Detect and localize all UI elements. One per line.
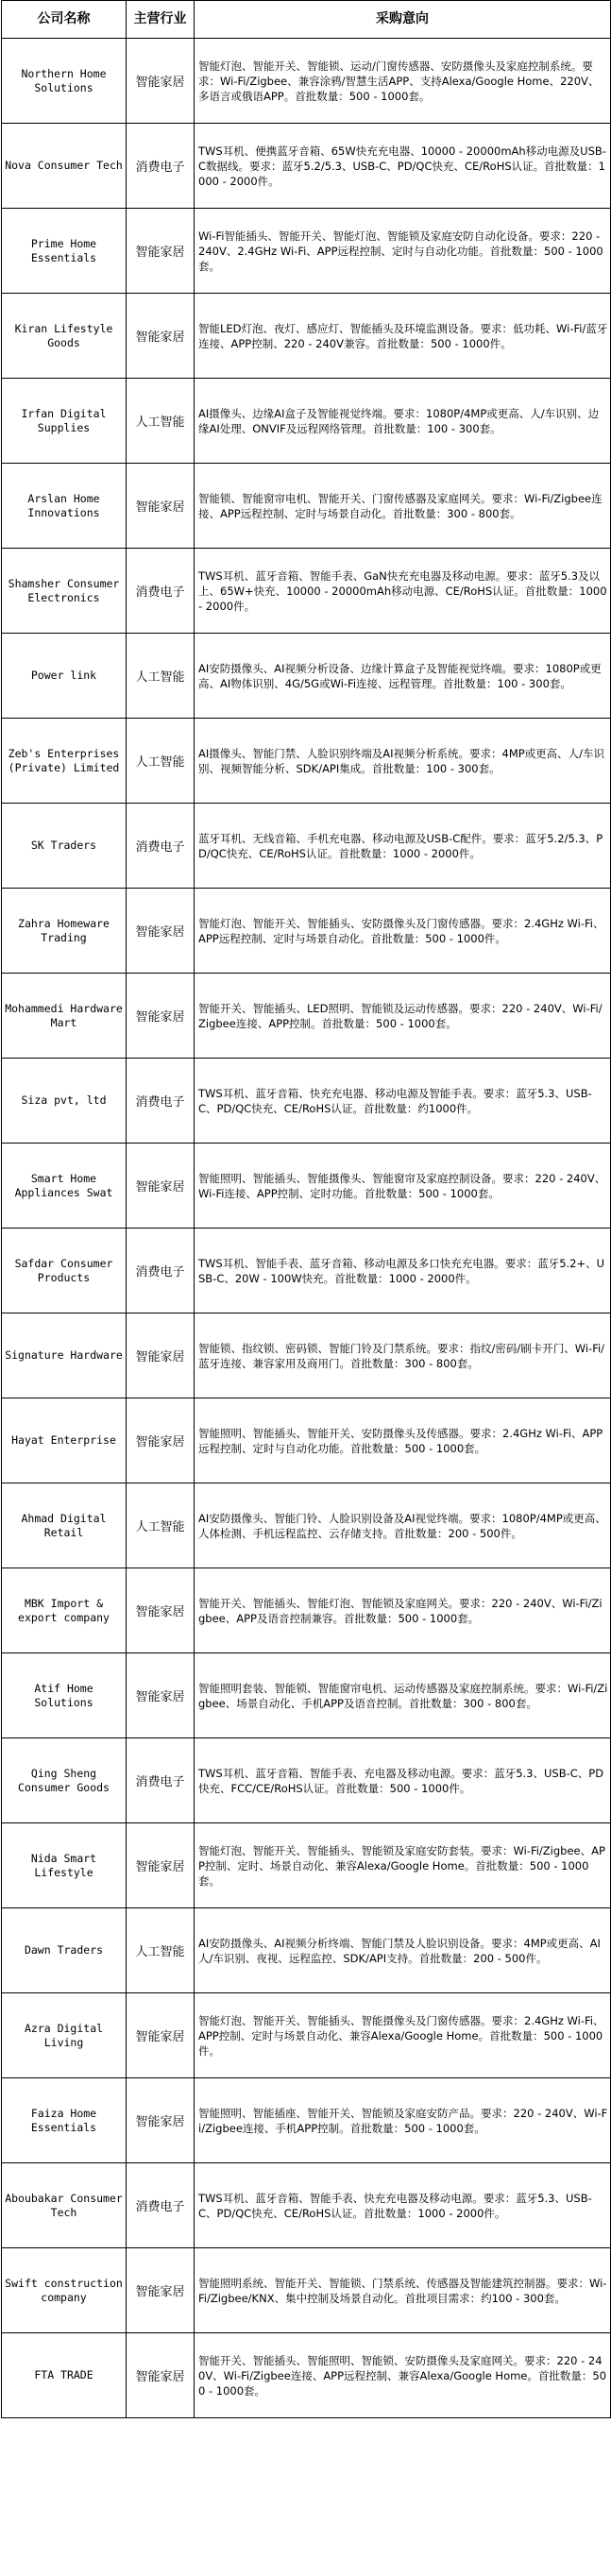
table-row bbox=[2, 1398, 611, 1483]
company-name-cell: Swift construction company bbox=[2, 2248, 127, 2333]
industry-cell: 消费电子 bbox=[127, 1059, 195, 1144]
industry-cell: 智能家居 bbox=[127, 39, 195, 124]
company-name-cell: Mohammedi Hardware Mart bbox=[2, 974, 127, 1059]
purchase-intent-cell: 蓝牙耳机、无线音箱、手机充电器、移动电源及USB-C配件。要求：蓝牙5.2/5.3、PD/QC快充、CE/RoHS认证。首批数量：1000 - 2000件。 bbox=[195, 804, 611, 889]
purchase-intent-cell: AI摄像头、智能门禁、人脸识别终端及AI视频分析系统。要求：4MP或更高、人/车识别、视频智能分析、SDK/API集成。首批数量：100 - 300套。 bbox=[195, 719, 611, 804]
purchase-intent-cell: 智能开关、智能插头、智能照明、智能锁、安防摄像头及家庭网关。要求：220 - 240V、Wi-Fi/Zigbee连接、APP远程控制、兼容Alexa/Google Home。首批数量：500 - 1000套。 bbox=[195, 2333, 611, 2418]
table-row bbox=[2, 1229, 611, 1313]
company-name-cell: Power link bbox=[2, 634, 127, 719]
purchase-intent-cell: 智能照明系统、智能开关、智能锁、门禁系统、传感器及智能建筑控制器。要求：Wi-Fi/Zigbee/KNX、集中控制及场景自动化。首批项目需求：约100 - 300套。 bbox=[195, 2248, 611, 2333]
company-name-cell: Ahmad Digital Retail bbox=[2, 1483, 127, 1568]
purchase-intent-cell: TWS耳机、蓝牙音箱、智能手表、GaN快充充电器及移动电源。要求：蓝牙5.3及以上、65W+快充、10000 - 20000mAh移动电源、CE/RoHS认证。首批数量：1000 - 2000件。 bbox=[195, 549, 611, 634]
company-name-cell: Signature Hardware bbox=[2, 1313, 127, 1398]
table-row bbox=[2, 379, 611, 464]
industry-cell: 智能家居 bbox=[127, 974, 195, 1059]
industry-cell: 智能家居 bbox=[127, 464, 195, 549]
industry-cell: 消费电子 bbox=[127, 549, 195, 634]
purchase-intent-cell: 智能照明套装、智能锁、智能窗帘电机、运动传感器及家庭控制系统。要求：Wi-Fi/Zigbee、场景自动化、手机APP及语音控制。首批数量：300 - 800套。 bbox=[195, 1653, 611, 1738]
industry-cell: 消费电子 bbox=[127, 1229, 195, 1313]
purchase-intent-cell: TWS耳机、蓝牙音箱、智能手表、充电器及移动电源。要求：蓝牙5.3、USB-C、PD快充、FCC/CE/RoHS认证。首批数量：500 - 1000件。 bbox=[195, 1738, 611, 1823]
company-name-cell: Arslan Home Innovations bbox=[2, 464, 127, 549]
purchase-intent-cell: 智能照明、智能插头、智能摄像头、智能窗帘及家庭控制设备。要求：220 - 240V、Wi-Fi连接、APP控制、定时功能。首批数量：500 - 1000套。 bbox=[195, 1144, 611, 1229]
industry-cell: 消费电子 bbox=[127, 124, 195, 209]
table-header bbox=[2, 1, 611, 39]
purchase-intent-cell: 智能开关、智能插头、智能灯泡、智能锁及家庭网关。要求：220 - 240V、Wi-Fi/Zigbee、APP及语音控制兼容。首批数量：500 - 1000套。 bbox=[195, 1568, 611, 1653]
table-row bbox=[2, 124, 611, 209]
table-row bbox=[2, 1993, 611, 2078]
company-name-cell: Nova Consumer Tech bbox=[2, 124, 127, 209]
table-row bbox=[2, 2163, 611, 2248]
purchase-intent-cell: 智能灯泡、智能开关、智能插头、安防摄像头及门窗传感器。要求：2.4GHz Wi-Fi、APP远程控制、定时与场景自动化。首批数量：500 - 1000件。 bbox=[195, 889, 611, 974]
purchase-intent-cell: AI安防摄像头、AI视频分析设备、边缘计算盒子及智能视觉终端。要求：1080P或更高、AI物体识别、4G/5G或Wi-Fi连接、远程管理。首批数量：100 - 300套。 bbox=[195, 634, 611, 719]
header-intent: 采购意向 bbox=[195, 1, 611, 39]
company-name-cell: Irfan Digital Supplies bbox=[2, 379, 127, 464]
industry-cell: 人工智能 bbox=[127, 634, 195, 719]
industry-cell: 消费电子 bbox=[127, 1738, 195, 1823]
industry-cell: 智能家居 bbox=[127, 1568, 195, 1653]
header-row bbox=[2, 1, 611, 39]
industry-cell: 智能家居 bbox=[127, 1398, 195, 1483]
table-row bbox=[2, 1059, 611, 1144]
header-company: 公司名称 bbox=[2, 1, 127, 39]
company-name-cell: Siza pvt, ltd bbox=[2, 1059, 127, 1144]
company-name-cell: Zahra Homeware Trading bbox=[2, 889, 127, 974]
purchase-intent-cell: 智能灯泡、智能开关、智能插头、智能摄像头及门窗传感器。要求：2.4GHz Wi-Fi、APP控制、定时与场景自动化、兼容Alexa/Google Home。首批数量：500 - 1000件。 bbox=[195, 1993, 611, 2078]
industry-cell: 消费电子 bbox=[127, 2163, 195, 2248]
purchase-intent-cell: 智能照明、智能插头、智能开关、安防摄像头及传感器。要求：2.4GHz Wi-Fi、APP远程控制、定时与自动化功能。首批数量：500 - 1000套。 bbox=[195, 1398, 611, 1483]
header-industry: 主营行业 bbox=[127, 1, 195, 39]
company-name-cell: Dawn Traders bbox=[2, 1908, 127, 1993]
industry-cell: 人工智能 bbox=[127, 719, 195, 804]
table-row bbox=[2, 549, 611, 634]
table-row bbox=[2, 634, 611, 719]
industry-cell: 智能家居 bbox=[127, 1313, 195, 1398]
industry-cell: 人工智能 bbox=[127, 1908, 195, 1993]
purchase-intent-cell: 智能灯泡、智能开关、智能锁、运动/门窗传感器、安防摄像头及家庭控制系统。要求：Wi-Fi/Zigbee、兼容涂鸦/智慧生活APP、支持Alexa/Google Home、220V、多语言或俄语APP。首批数量：500 - 1000套。 bbox=[195, 39, 611, 124]
table-row bbox=[2, 2078, 611, 2163]
purchase-intent-cell: TWS耳机、蓝牙音箱、快充充电器、移动电源及智能手表。要求：蓝牙5.3、USB-C、PD/QC快充、CE/RoHS认证。首批数量：约1000件。 bbox=[195, 1059, 611, 1144]
table-row bbox=[2, 1313, 611, 1398]
purchase-intent-cell: Wi-Fi智能插头、智能开关、智能灯泡、智能锁及家庭安防自动化设备。要求：220 - 240V、2.4GHz Wi-Fi、APP远程控制、定时与自动化功能。首批数量：500 - 1000套。 bbox=[195, 209, 611, 294]
table-row bbox=[2, 804, 611, 889]
company-name-cell: Qing Sheng Consumer Goods bbox=[2, 1738, 127, 1823]
table-row bbox=[2, 294, 611, 379]
company-name-cell: Aboubakar Consumer Tech bbox=[2, 2163, 127, 2248]
table-row bbox=[2, 889, 611, 974]
industry-cell: 智能家居 bbox=[127, 1993, 195, 2078]
table-row bbox=[2, 1653, 611, 1738]
table-body bbox=[2, 39, 611, 2418]
industry-cell: 智能家居 bbox=[127, 209, 195, 294]
table-row bbox=[2, 209, 611, 294]
industry-cell: 智能家居 bbox=[127, 889, 195, 974]
purchase-intent-table bbox=[1, 0, 611, 2418]
company-name-cell: Hayat Enterprise bbox=[2, 1398, 127, 1483]
company-name-cell: Smart Home Appliances Swat bbox=[2, 1144, 127, 1229]
table-row bbox=[2, 974, 611, 1059]
industry-cell: 智能家居 bbox=[127, 2078, 195, 2163]
industry-cell: 智能家居 bbox=[127, 2333, 195, 2418]
table-row bbox=[2, 1738, 611, 1823]
industry-cell: 智能家居 bbox=[127, 294, 195, 379]
table-row bbox=[2, 719, 611, 804]
purchase-intent-cell: AI安防摄像头、智能门铃、人脸识别设备及AI视觉终端。要求：1080P/4MP或更高、人体检测、手机远程监控、云存储支持。首批数量：200 - 500件。 bbox=[195, 1483, 611, 1568]
industry-cell: 人工智能 bbox=[127, 1483, 195, 1568]
purchase-intent-cell: 智能照明、智能插座、智能开关、智能锁及家庭安防产品。要求：220 - 240V、Wi-Fi/Zigbee连接、手机APP控制。首批数量：500 - 1000套。 bbox=[195, 2078, 611, 2163]
table-row bbox=[2, 1908, 611, 1993]
company-name-cell: FTA TRADE bbox=[2, 2333, 127, 2418]
company-name-cell: Safdar Consumer Products bbox=[2, 1229, 127, 1313]
company-name-cell: Azra Digital Living bbox=[2, 1993, 127, 2078]
company-name-cell: Prime Home Essentials bbox=[2, 209, 127, 294]
company-name-cell: Kiran Lifestyle Goods bbox=[2, 294, 127, 379]
company-name-cell: Shamsher Consumer Electronics bbox=[2, 549, 127, 634]
company-name-cell: MBK Import & export company bbox=[2, 1568, 127, 1653]
purchase-intent-cell: 智能锁、指纹锁、密码锁、智能门铃及门禁系统。要求：指纹/密码/刷卡开门、Wi-Fi/蓝牙连接、兼容家用及商用门。首批数量：300 - 800套。 bbox=[195, 1313, 611, 1398]
purchase-intent-cell: TWS耳机、智能手表、蓝牙音箱、移动电源及多口快充充电器。要求：蓝牙5.2+、USB-C、20W - 100W快充。首批数量：1000 - 2000件。 bbox=[195, 1229, 611, 1313]
purchase-intent-cell: 智能锁、智能窗帘电机、智能开关、门窗传感器及家庭网关。要求：Wi-Fi/Zigbee连接、APP远程控制、定时与场景自动化。首批数量：300 - 800套。 bbox=[195, 464, 611, 549]
purchase-intent-cell: AI摄像头、边缘AI盒子及智能视觉终端。要求：1080P/4MP或更高、人/车识别、边缘AI处理、ONVIF及远程网络管理。首批数量：100 - 300套。 bbox=[195, 379, 611, 464]
table-row bbox=[2, 1568, 611, 1653]
company-name-cell: SK Traders bbox=[2, 804, 127, 889]
table-row bbox=[2, 39, 611, 124]
company-name-cell: Faiza Home Essentials bbox=[2, 2078, 127, 2163]
company-name-cell: Atif Home Solutions bbox=[2, 1653, 127, 1738]
purchase-intent-cell: 智能灯泡、智能开关、智能插头、智能锁及家庭安防套装。要求：Wi-Fi/Zigbee、APP控制、定时、场景自动化、兼容Alexa/Google Home。首批数量：500 - 1000套。 bbox=[195, 1823, 611, 1908]
purchase-intent-cell: TWS耳机、蓝牙音箱、智能手表、快充充电器及移动电源。要求：蓝牙5.3、USB-C、PD/QC快充、CE/RoHS认证。首批数量：1000 - 2000件。 bbox=[195, 2163, 611, 2248]
industry-cell: 智能家居 bbox=[127, 1144, 195, 1229]
industry-cell: 人工智能 bbox=[127, 379, 195, 464]
industry-cell: 消费电子 bbox=[127, 804, 195, 889]
purchase-intent-cell: AI安防摄像头、AI视频分析终端、智能门禁及人脸识别设备。要求：4MP或更高、AI人/车识别、夜视、远程监控、SDK/API支持。首批数量：200 - 500件。 bbox=[195, 1908, 611, 1993]
company-name-cell: Nida Smart Lifestyle bbox=[2, 1823, 127, 1908]
table-row bbox=[2, 2333, 611, 2418]
industry-cell: 智能家居 bbox=[127, 1823, 195, 1908]
industry-cell: 智能家居 bbox=[127, 2248, 195, 2333]
table-row bbox=[2, 2248, 611, 2333]
purchase-intent-sheet bbox=[1, 0, 610, 2418]
table-row bbox=[2, 464, 611, 549]
company-name-cell: Northern Home Solutions bbox=[2, 39, 127, 124]
company-name-cell: Zeb's Enterprises (Private) Limited bbox=[2, 719, 127, 804]
purchase-intent-cell: TWS耳机、便携蓝牙音箱、65W快充充电器、10000 - 20000mAh移动电源及USB-C数据线。要求：蓝牙5.2/5.3、USB-C、PD/QC快充、CE/RoHS认证。首批数量：1000 - 2000件。 bbox=[195, 124, 611, 209]
purchase-intent-cell: 智能LED灯泡、夜灯、感应灯、智能插头及环境监测设备。要求：低功耗、Wi-Fi/蓝牙连接、APP控制、220 - 240V兼容。首批数量：500 - 1000件。 bbox=[195, 294, 611, 379]
table-row bbox=[2, 1483, 611, 1568]
table-row bbox=[2, 1823, 611, 1908]
table-row bbox=[2, 1144, 611, 1229]
purchase-intent-cell: 智能开关、智能插头、LED照明、智能锁及运动传感器。要求：220 - 240V、Wi-Fi/Zigbee连接、APP控制。首批数量：500 - 1000套。 bbox=[195, 974, 611, 1059]
industry-cell: 智能家居 bbox=[127, 1653, 195, 1738]
